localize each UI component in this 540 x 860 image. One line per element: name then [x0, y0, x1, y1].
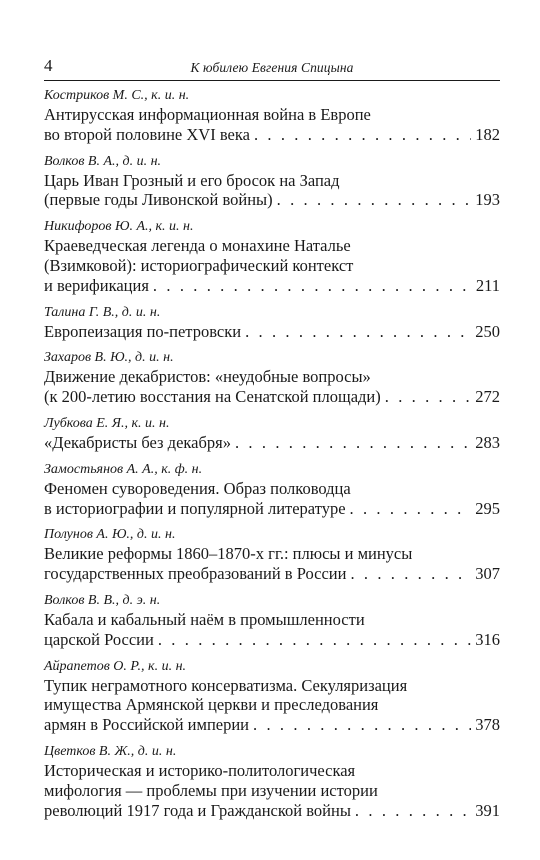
toc-title-last-line: [44, 125, 500, 145]
toc-page-number: 250: [475, 321, 500, 341]
toc-title-last-line: [44, 715, 500, 735]
dot-leader: [355, 801, 471, 821]
toc-page-number: 378: [475, 715, 500, 735]
toc-title-last-line: [44, 322, 500, 342]
toc-author: Никифоров Ю. А., к. и. н.: [44, 219, 194, 235]
toc-title-line: государственных преобразований в России: [44, 564, 347, 584]
dot-leader: [253, 715, 471, 735]
toc-author: Айрапетов О. Р., к. и. н.: [44, 658, 187, 674]
toc-title-line: Кабала и кабальный наём в промышленности: [44, 609, 365, 629]
dot-leader: [350, 564, 471, 584]
toc-title-last-line: [44, 190, 500, 210]
toc-title-line: революций 1917 года и Гражданской войны: [44, 800, 351, 820]
table-of-contents: [44, 86, 500, 827]
toc-page-number: 307: [475, 564, 500, 584]
toc-entry: [44, 460, 500, 519]
toc-entry: [44, 657, 500, 735]
toc-title-line: Краеведческая легенда о монахине Наталье: [44, 236, 351, 256]
toc-title-line: Тупик неграмотного консерватизма. Секуляризация: [44, 675, 408, 695]
dot-leader: [385, 387, 472, 407]
toc-title-line: имущества Армянской церкви и преследования: [44, 695, 379, 715]
toc-entry: [44, 217, 500, 295]
toc-title-last-line: [44, 801, 500, 821]
toc-title-last-line: [44, 630, 500, 650]
toc-entry: [44, 414, 500, 453]
toc-entry: [44, 591, 500, 650]
toc-entry: [44, 525, 500, 584]
toc-title-last-line: [44, 564, 500, 584]
toc-entry: [44, 348, 500, 407]
toc-title-line: Великие реформы 1860–1870-х гг.: плюсы и минусы: [44, 544, 413, 564]
dot-leader: [235, 433, 471, 453]
toc-author: Костриков М. С., к. и. н.: [44, 88, 190, 103]
toc-page-number: 211: [475, 275, 500, 295]
toc-title-line: Европеизация по-петровски: [44, 321, 242, 341]
toc-entry: [44, 303, 500, 342]
toc-title-line: царской России: [44, 629, 154, 649]
toc-title-last-line: [44, 387, 500, 407]
toc-author: Замостьянов А. А., к. ф. н.: [44, 461, 203, 477]
toc-page-number: 283: [475, 432, 500, 452]
toc-page-number: 193: [475, 190, 500, 210]
toc-author: Волков В. А., д. и. н.: [44, 153, 162, 169]
toc-page-number: 316: [475, 629, 500, 649]
toc-title-line: (первые годы Ливонской войны): [44, 190, 273, 210]
dot-leader: [158, 630, 471, 650]
toc-entry: [44, 152, 500, 211]
toc-title-line: Историческая и историко-политологическая: [44, 760, 356, 780]
toc-title-line: Царь Иван Грозный и его бросок на Запад: [44, 170, 340, 190]
toc-title-line: (Взимковой): историографический контекст: [44, 255, 354, 275]
toc-entry: [44, 86, 500, 145]
toc-title-line: и верификация: [44, 275, 149, 295]
toc-title-line: мифология — проблемы при изучении истории: [44, 780, 378, 800]
toc-entry: [44, 742, 500, 820]
running-head-title: К юбилею Евгения Спицына: [190, 60, 354, 75]
toc-author: Захаров В. Ю., д. и. н.: [44, 350, 174, 366]
toc-title-line: армян в Российской империи: [44, 715, 250, 735]
toc-page-number: 182: [475, 124, 500, 144]
dot-leader: [277, 190, 472, 210]
toc-title-line: Движение декабристов: «неудобные вопросы»: [44, 367, 371, 387]
toc-title-line: Феномен сувороведения. Образ полководца: [44, 478, 351, 498]
toc-title-last-line: [44, 499, 500, 519]
dot-leader: [153, 276, 472, 296]
toc-title-line: во второй половине XVI века: [44, 124, 250, 144]
toc-title-last-line: [44, 276, 500, 296]
page-number: 4: [44, 56, 53, 75]
toc-title-line: «Декабристы без декабря»: [44, 432, 231, 452]
toc-author: Цветков В. Ж., д. и. н.: [44, 743, 177, 759]
toc-author: Талина Г. В., д. и. н.: [44, 304, 161, 320]
dot-leader: [350, 499, 472, 519]
toc-author: Волков В. В., д. э. н.: [44, 592, 161, 608]
toc-page-number: 272: [475, 387, 500, 407]
toc-page-number: 295: [475, 498, 500, 518]
toc-author: Лубкова Е. Я., к. и. н.: [44, 415, 170, 431]
toc-title-line: в историографии и популярной литературе: [44, 498, 346, 518]
dot-leader: [254, 125, 471, 145]
dot-leader: [245, 322, 471, 342]
toc-page-number: 391: [475, 800, 500, 820]
toc-author: Полунов А. Ю., д. и. н.: [44, 527, 176, 543]
running-header: [44, 54, 500, 81]
toc-title-line: (к 200-летию восстания на Сенатской площади): [44, 387, 381, 407]
toc-title-line: Антирусская информационная война в Европе: [44, 105, 371, 124]
toc-title-last-line: [44, 433, 500, 453]
